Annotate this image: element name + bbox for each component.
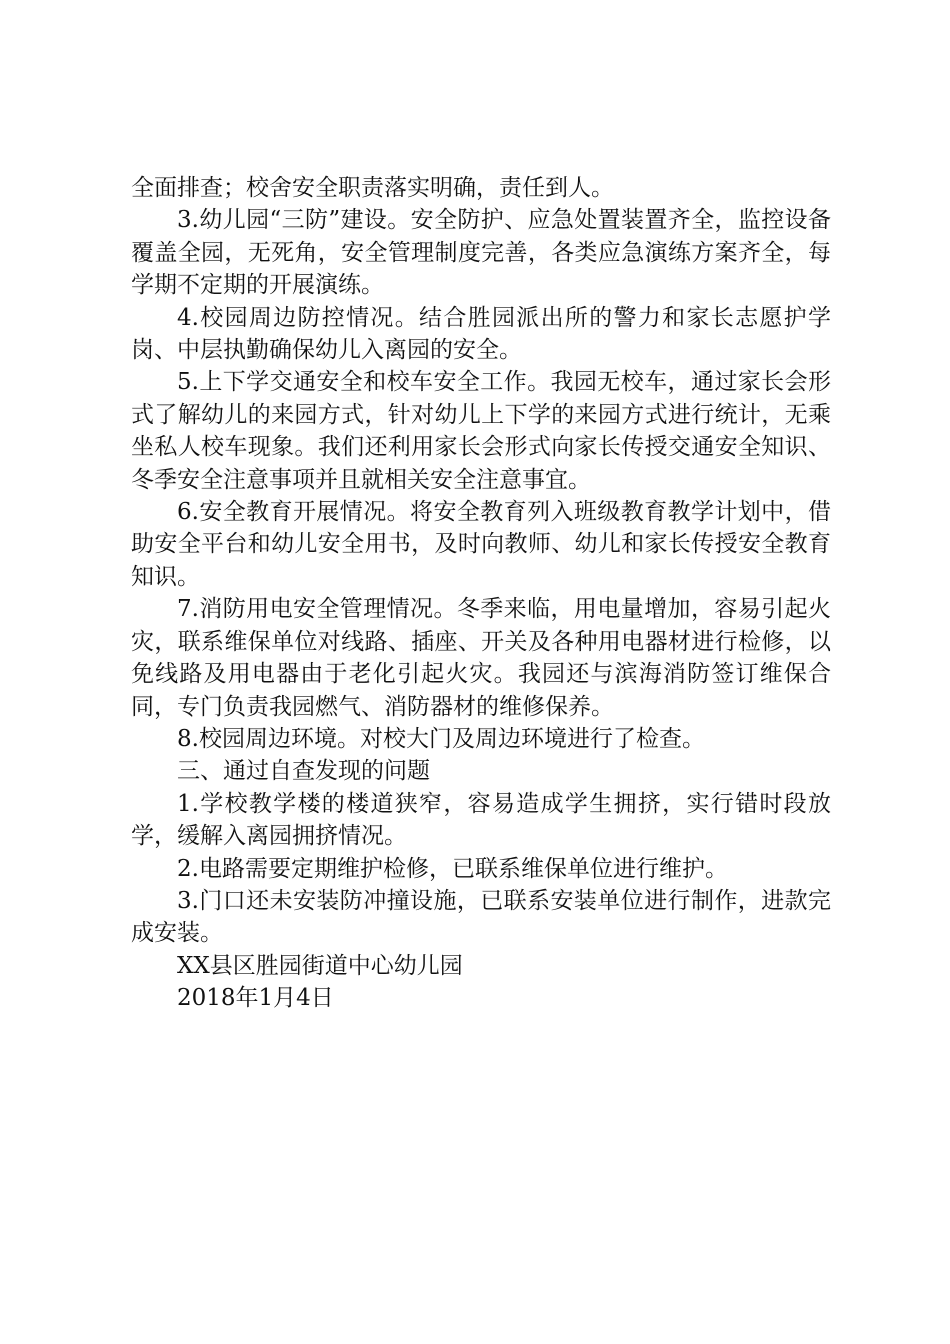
document-body — [131, 172, 831, 1015]
paragraph-item-5: 5.上下学交通安全和校车安全工作。我园无校车，通过家长会形式了解幼儿的来园方式，针对幼儿上下学的来园方式进行统计，无乘坐私人校车现象。我们还利用家长会形式向家长传授交通安全知识、冬季安全注意事项并且就相关安全注意事宜。 — [131, 369, 831, 493]
signature-date: 2018年1月4日 — [177, 985, 334, 1012]
paragraph-continuation: 全面排查；校舍安全职责落实明确，责任到人。 — [131, 175, 614, 201]
issue-item-1: 1.学校教学楼的楼道狭窄，容易造成学生拥挤，实行错时段放学，缓解入离园拥挤情况。 — [131, 790, 831, 850]
section-heading-issues: 三、通过自查发现的问题 — [177, 758, 430, 785]
paragraph-item-8: 8.校园周边环境。对校大门及周边环境进行了检查。 — [177, 725, 705, 752]
paragraph-item-4: 4.校园周边防控情况。结合胜园派出所的警力和家长志愿护学岗、中层执勤确保幼儿入离园的安全。 — [131, 304, 831, 364]
paragraph-item-3: 3.幼儿园“三防”建设。安全防护、应急处置装置齐全，监控设备覆盖全园，无死角，安全管理制度完善，各类应急演练方案齐全，每学期不定期的开展演练。 — [131, 207, 831, 299]
issue-item-2: 2.电路需要定期维护检修，已联系维保单位进行维护。 — [177, 855, 728, 882]
issue-item-3: 3.门口还未安装防冲撞设施，已联系安装单位进行制作，进款完成安装。 — [131, 887, 831, 947]
paragraph-item-7: 7.消防用电安全管理情况。冬季来临，用电量增加，容易引起火灾，联系维保单位对线路、插座、开关及各种用电器材进行检修，以免线路及用电器由于老化引起火灾。我园还与滨海消防签订维保合同，专门负责我园燃气、消防器材的维修保养。 — [131, 596, 831, 720]
signature-organization: XX县区胜园街道中心幼儿园 — [177, 952, 463, 979]
paragraph-item-6: 6.安全教育开展情况。将安全教育列入班级教育教学计划中，借助安全平台和幼儿安全用书，及时向教师、幼儿和家长传授安全教育知识。 — [131, 499, 831, 590]
